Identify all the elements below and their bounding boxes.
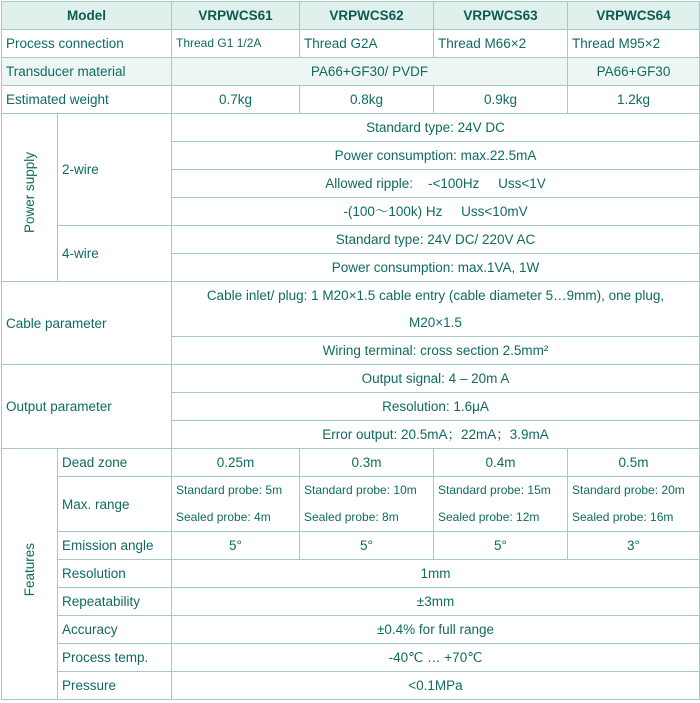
features-row xyxy=(2,560,700,588)
dead-zone-m1: 0.25m xyxy=(172,449,300,477)
output-signal: Output signal: 4 – 20m A xyxy=(172,365,700,393)
power-supply-row xyxy=(2,226,700,254)
pressure-value: <0.1MPa xyxy=(172,672,700,700)
spec-table xyxy=(1,1,700,700)
transducer-material-row xyxy=(2,58,700,86)
features-label-cell xyxy=(2,449,58,700)
cable-inlet-2: M20×1.5 xyxy=(172,309,700,337)
transducer-material-m4: PA66+GF30 xyxy=(568,58,700,86)
max-range-m2-sealed: Sealed probe: 8m xyxy=(300,504,434,532)
estimated-weight-row xyxy=(2,86,700,114)
estimated-weight-m2: 0.8kg xyxy=(300,86,434,114)
process-connection-m3: Thread M66×2 xyxy=(434,30,568,58)
estimated-weight-m3: 0.9kg xyxy=(434,86,568,114)
four-wire-consumption: Power consumption: max.1VA, 1W xyxy=(172,254,700,282)
features-label: Features xyxy=(22,542,37,597)
emission-angle-m3: 5° xyxy=(434,532,568,560)
max-range-m1-sealed: Sealed probe: 4m xyxy=(172,504,300,532)
four-wire-label: 4-wire xyxy=(58,226,172,282)
max-range-m1-standard: Standard probe: 5m xyxy=(172,477,300,505)
process-connection-m1: Thread G1 1/2A xyxy=(172,30,300,58)
emission-angle-m2: 5° xyxy=(300,532,434,560)
accuracy-value: ±0.4% for full range xyxy=(172,616,700,644)
max-range-m3-standard: Standard probe: 15m xyxy=(434,477,568,505)
output-error: Error output: 20.5mA；22mA；3.9mA xyxy=(172,421,700,449)
two-wire-standard: Standard type: 24V DC xyxy=(172,114,700,142)
dead-zone-m2: 0.3m xyxy=(300,449,434,477)
transducer-material-m1-3: PA66+GF30/ PVDF xyxy=(172,58,568,86)
pressure-label: Pressure xyxy=(58,672,172,700)
max-range-m4-sealed: Sealed probe: 16m xyxy=(568,504,700,532)
process-connection-m4: Thread M95×2 xyxy=(568,30,700,58)
resolution-value: 1mm xyxy=(172,560,700,588)
max-range-m4-standard: Standard probe: 20m xyxy=(568,477,700,505)
features-row xyxy=(2,672,700,700)
two-wire-ripple-1: Allowed ripple: -<100Hz Uss<1V xyxy=(172,170,700,198)
emission-angle-m4: 3° xyxy=(568,532,700,560)
two-wire-label: 2-wire xyxy=(58,114,172,226)
output-parameter-label: Output parameter xyxy=(2,365,172,449)
cable-parameter-label: Cable parameter xyxy=(2,282,172,365)
power-supply-row xyxy=(2,114,700,142)
header-model-2: VRPWCS62 xyxy=(300,2,434,30)
features-row xyxy=(2,477,700,505)
process-temp-label: Process temp. xyxy=(58,644,172,672)
max-range-m2-standard: Standard probe: 10m xyxy=(300,477,434,505)
features-row xyxy=(2,449,700,477)
header-row xyxy=(2,2,700,30)
two-wire-ripple-2: -(100～100k) Hz Uss<10mV xyxy=(172,198,700,226)
header-model: Model xyxy=(2,2,172,30)
output-parameter-row xyxy=(2,365,700,393)
estimated-weight-label: Estimated weight xyxy=(2,86,172,114)
output-resolution: Resolution: 1.6μA xyxy=(172,393,700,421)
process-connection-m2: Thread G2A xyxy=(300,30,434,58)
cable-inlet-1: Cable inlet/ plug: 1 M20×1.5 cable entry (cable diameter 5…9mm), one plug, xyxy=(172,282,700,310)
features-row xyxy=(2,532,700,560)
transducer-material-label: Transducer material xyxy=(2,58,172,86)
max-range-m3-sealed: Sealed probe: 12m xyxy=(434,504,568,532)
repeatability-label: Repeatability xyxy=(58,588,172,616)
power-supply-label-cell xyxy=(2,114,58,282)
emission-angle-m1: 5° xyxy=(172,532,300,560)
estimated-weight-m1: 0.7kg xyxy=(172,86,300,114)
power-supply-label: Power supply xyxy=(22,152,37,234)
two-wire-consumption: Power consumption: max.22.5mA xyxy=(172,142,700,170)
header-model-3: VRPWCS63 xyxy=(434,2,568,30)
estimated-weight-m4: 1.2kg xyxy=(568,86,700,114)
four-wire-standard: Standard type: 24V DC/ 220V AC xyxy=(172,226,700,254)
dead-zone-label: Dead zone xyxy=(58,449,172,477)
features-row xyxy=(2,616,700,644)
emission-angle-label: Emission angle xyxy=(58,532,172,560)
repeatability-value: ±3mm xyxy=(172,588,700,616)
max-range-label: Max. range xyxy=(58,477,172,532)
resolution-label: Resolution xyxy=(58,560,172,588)
header-model-1: VRPWCS61 xyxy=(172,2,300,30)
accuracy-label: Accuracy xyxy=(58,616,172,644)
cable-parameter-row xyxy=(2,282,700,310)
dead-zone-m4: 0.5m xyxy=(568,449,700,477)
dead-zone-m3: 0.4m xyxy=(434,449,568,477)
features-row xyxy=(2,588,700,616)
process-temp-value: -40℃ … +70℃ xyxy=(172,644,700,672)
features-row xyxy=(2,644,700,672)
process-connection-row xyxy=(2,30,700,58)
header-model-4: VRPWCS64 xyxy=(568,2,700,30)
process-connection-label: Process connection xyxy=(2,30,172,58)
cable-terminal: Wiring terminal: cross section 2.5mm² xyxy=(172,337,700,365)
